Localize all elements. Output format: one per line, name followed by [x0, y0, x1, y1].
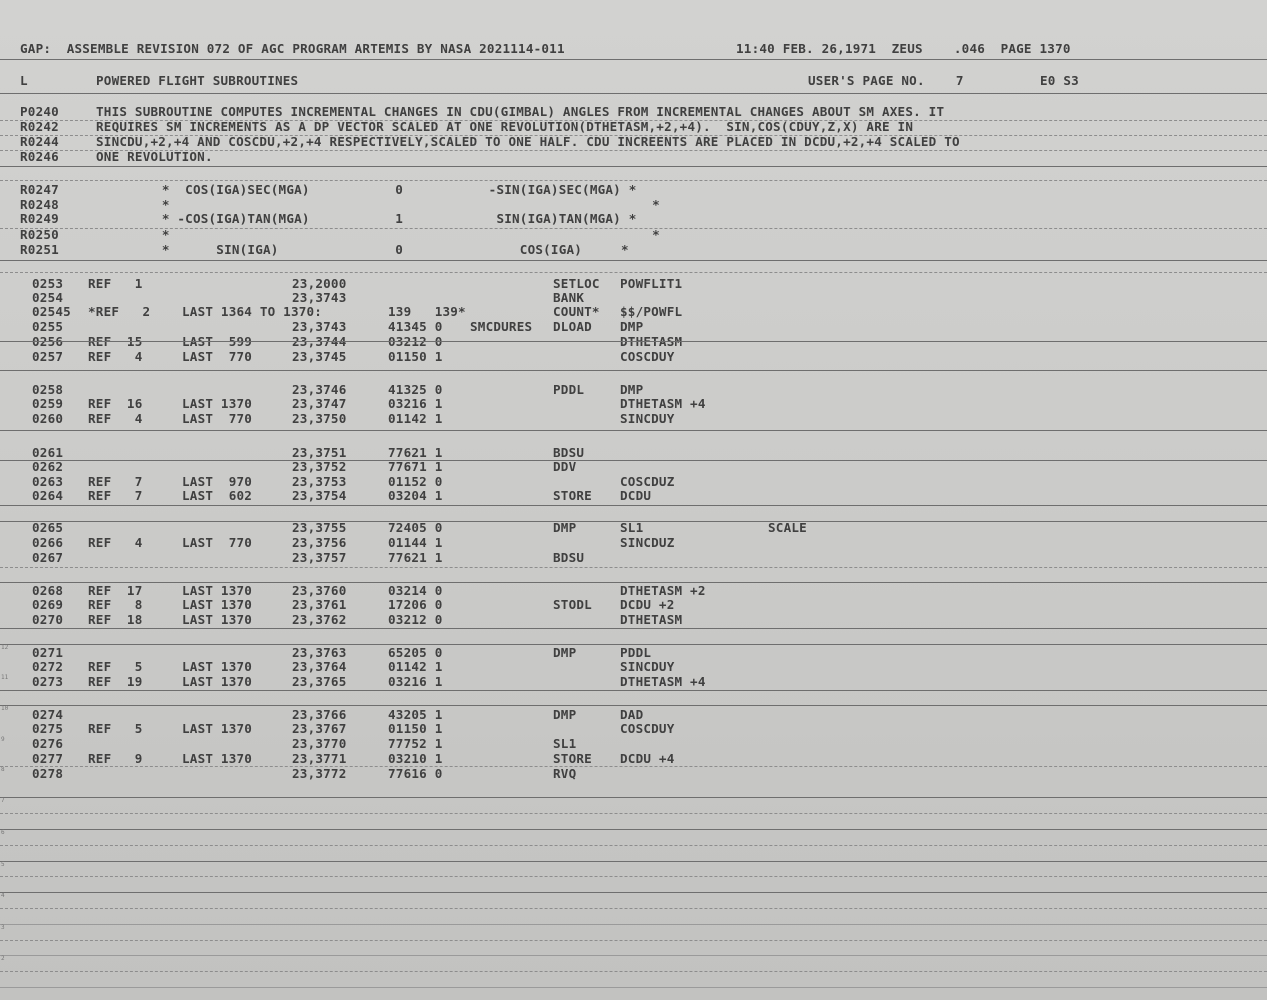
code-ref: REF 16 [88, 396, 143, 411]
code-last: LAST 1370 [182, 612, 253, 627]
comment-text: ONE REVOLUTION. [96, 149, 213, 164]
card-number: R0248 [20, 197, 59, 212]
code-operand: DTHETASM +2 [620, 583, 706, 598]
code-word: 03214 0 [388, 583, 443, 598]
code-op: DMP [553, 645, 577, 660]
subheader-line [0, 73, 1079, 88]
code-card: 0272 [32, 659, 64, 674]
code-last: LAST 1370 [182, 597, 253, 612]
code-card: 0277 [32, 751, 64, 766]
code-last: LAST 770 [182, 411, 253, 426]
rule [0, 940, 1267, 941]
margin-mark: 4 [1, 892, 5, 899]
card-number: R0246 [20, 149, 59, 164]
code-operand: DMP [620, 382, 644, 397]
code-addr: 23,3746 [292, 382, 347, 397]
subheader-col: L [20, 73, 28, 88]
code-op: COUNT* [553, 304, 600, 319]
code-ref: REF 5 [88, 659, 143, 674]
code-operand: SL1 [620, 520, 644, 535]
code-op: STORE [553, 751, 592, 766]
code-op: RVQ [553, 766, 577, 781]
code-addr: 23,3765 [292, 674, 347, 689]
code-word: 77621 1 [388, 445, 443, 460]
code-addr: 23,3753 [292, 474, 347, 489]
code-card: 0270 [32, 612, 64, 627]
rule [0, 260, 1267, 261]
code-card: 0257 [32, 349, 64, 364]
margin-mark: 3 [1, 924, 5, 931]
rule [0, 971, 1267, 972]
code-word: 77616 0 [388, 766, 443, 781]
user-page-number: USER'S PAGE NO. 7 [808, 73, 964, 88]
code-ref: REF 8 [88, 597, 143, 612]
code-word: 01142 1 [388, 411, 443, 426]
rule [0, 892, 1267, 893]
code-card: 0269 [32, 597, 64, 612]
code-card: 0276 [32, 736, 64, 751]
code-op: DLOAD [553, 319, 592, 334]
rule [0, 93, 1267, 94]
matrix-line [0, 242, 629, 257]
rule [0, 505, 1267, 506]
margin-mark: 5 [1, 861, 5, 868]
code-operand: DMP [620, 319, 644, 334]
card-number: P0240 [20, 104, 59, 119]
code-op: DMP [553, 520, 577, 535]
code-ref: REF 15 [88, 334, 143, 349]
code-card: 0256 [32, 334, 64, 349]
code-card: 0264 [32, 488, 64, 503]
code-op: BDSU [553, 445, 585, 460]
code-op: BANK [553, 290, 585, 305]
matrix-text: * * [84, 227, 660, 242]
code-operand: DCDU [620, 488, 652, 503]
code-addr: 23,3747 [292, 396, 347, 411]
rule [0, 272, 1267, 273]
code-card: 0261 [32, 445, 64, 460]
eo-code: E0 S3 [1040, 73, 1079, 88]
rule [0, 582, 1267, 583]
code-addr: 23,3755 [292, 520, 347, 535]
matrix-line [0, 182, 637, 197]
code-label: SMCDURES [470, 319, 533, 334]
rule [0, 370, 1267, 371]
code-word: 17206 0 [388, 597, 443, 612]
card-number: R0251 [20, 242, 59, 257]
code-last: LAST 599 [182, 334, 253, 349]
code-ref: REF 7 [88, 488, 143, 503]
code-operand: DTHETASM +4 [620, 674, 706, 689]
code-word: 01150 1 [388, 721, 443, 736]
rule [0, 628, 1267, 629]
code-op: STODL [553, 597, 592, 612]
matrix-text: * COS(IGA)SEC(MGA) 0 -SIN(IGA)SEC(MGA) * [84, 182, 637, 197]
code-op: DDV [553, 459, 577, 474]
code-ref: *REF 2 [88, 304, 151, 319]
code-operand: SINCDUY [620, 659, 675, 674]
code-card: 02545 [32, 304, 71, 319]
code-word: 03204 1 [388, 488, 443, 503]
code-card: 0274 [32, 707, 64, 722]
code-ref: REF 5 [88, 721, 143, 736]
card-number: R0249 [20, 211, 59, 226]
code-word: 43205 1 [388, 707, 443, 722]
rule [0, 430, 1267, 431]
margin-mark: 10 [1, 705, 9, 712]
code-word: 03216 1 [388, 674, 443, 689]
code-last: LAST 770 [182, 349, 253, 364]
code-addr: 23,2000 [292, 276, 347, 291]
code-word: 01152 0 [388, 474, 443, 489]
code-card: 0253 [32, 276, 64, 291]
code-word: 139 139* [388, 304, 466, 319]
rule [0, 845, 1267, 846]
code-operand: DCDU +4 [620, 751, 675, 766]
code-word: 01142 1 [388, 659, 443, 674]
card-number: R0244 [20, 134, 59, 149]
comment-line [0, 104, 945, 119]
code-op: DMP [553, 707, 577, 722]
code-word: 03212 0 [388, 334, 443, 349]
rule [0, 861, 1267, 862]
code-word: 03210 1 [388, 751, 443, 766]
matrix-text: * SIN(IGA) 0 COS(IGA) * [84, 242, 629, 257]
code-word: 03212 0 [388, 612, 443, 627]
code-word: 01144 1 [388, 535, 443, 550]
code-card: 0254 [32, 290, 64, 305]
comment-line [0, 149, 213, 164]
code-operand: PDDL [620, 645, 652, 660]
rule [0, 705, 1267, 706]
code-addr: 23,3743 [292, 290, 347, 305]
code-op: PDDL [553, 382, 585, 397]
code-addr: 23,3743 [292, 319, 347, 334]
rule [0, 180, 1267, 181]
code-ref: REF 19 [88, 674, 143, 689]
code-last: LAST 970 [182, 474, 253, 489]
margin-mark: 2 [1, 955, 5, 962]
rule [0, 955, 1267, 956]
code-addr: 23,3751 [292, 445, 347, 460]
code-addr: 23,3767 [292, 721, 347, 736]
code-card: 0259 [32, 396, 64, 411]
code-word: 41345 0 [388, 319, 443, 334]
comment-line [0, 134, 960, 149]
code-ref: REF 9 [88, 751, 143, 766]
code-last: LAST 1370 [182, 674, 253, 689]
matrix-line [0, 197, 660, 212]
code-card: 0265 [32, 520, 64, 535]
margin-mark: 7 [1, 797, 5, 804]
rule [0, 924, 1267, 925]
code-op: SL1 [553, 736, 577, 751]
section-title: POWERED FLIGHT SUBROUTINES [96, 73, 299, 88]
code-last: LAST 1364 TO 1370: [182, 304, 323, 319]
code-card: 0268 [32, 583, 64, 598]
code-card: 0258 [32, 382, 64, 397]
code-ref: REF 4 [88, 535, 143, 550]
code-operand: $$/POWFL [620, 304, 683, 319]
code-word: 72405 0 [388, 520, 443, 535]
code-addr: 23,3771 [292, 751, 347, 766]
code-word: 77621 1 [388, 550, 443, 565]
code-addr: 23,3744 [292, 334, 347, 349]
code-word: 65205 0 [388, 645, 443, 660]
code-addr: 23,3772 [292, 766, 347, 781]
comment-text: THIS SUBROUTINE COMPUTES INCREMENTAL CHANGES IN CDU(GIMBAL) ANGLES FROM INCREMENTAL CHANGES ABOUT SM AXES. IT [96, 104, 945, 119]
code-addr: 23,3760 [292, 583, 347, 598]
margin-mark: 11 [1, 674, 9, 681]
rule [0, 829, 1267, 830]
code-word: 77671 1 [388, 459, 443, 474]
code-card: 0275 [32, 721, 64, 736]
code-last: LAST 1370 [182, 396, 253, 411]
code-op: SETLOC [553, 276, 600, 291]
code-operand: COSCDUY [620, 721, 675, 736]
code-card: 0255 [32, 319, 64, 334]
code-addr: 23,3770 [292, 736, 347, 751]
code-card: 0271 [32, 645, 64, 660]
code-op: BDSU [553, 550, 585, 565]
comment-line [0, 119, 914, 134]
rule [0, 59, 1267, 60]
code-operand: COSCDUY [620, 349, 675, 364]
code-word: 41325 0 [388, 382, 443, 397]
code-last: LAST 1370 [182, 751, 253, 766]
code-addr: 23,3745 [292, 349, 347, 364]
rule [0, 644, 1267, 645]
code-addr: 23,3764 [292, 659, 347, 674]
code-operand: DTHETASM +4 [620, 396, 706, 411]
header-left: GAP: ASSEMBLE REVISION 072 OF AGC PROGRAM ARTEMIS BY NASA 2021114-011 [20, 41, 565, 56]
matrix-line [0, 211, 637, 226]
code-ref: REF 18 [88, 612, 143, 627]
code-operand: SINCDUY [620, 411, 675, 426]
header-right: 11:40 FEB. 26,1971 ZEUS .046 PAGE 1370 [736, 41, 1071, 56]
header-line [0, 41, 1071, 56]
comment-text: REQUIRES SM INCREMENTS AS A DP VECTOR SCALED AT ONE REVOLUTION(DTHETASM,+2,+4). SIN,COS(CDUY,Z,X) ARE IN [96, 119, 914, 134]
rule [0, 690, 1267, 691]
code-addr: 23,3766 [292, 707, 347, 722]
code-last: LAST 1370 [182, 721, 253, 736]
rule [0, 987, 1267, 988]
code-last: LAST 602 [182, 488, 253, 503]
code-card: 0266 [32, 535, 64, 550]
code-operand: COSCDUZ [620, 474, 675, 489]
margin-mark: 12 [1, 644, 9, 651]
code-operand: DAD [620, 707, 644, 722]
code-word: 01150 1 [388, 349, 443, 364]
code-card: 0263 [32, 474, 64, 489]
code-operand: DTHETASM [620, 612, 683, 627]
code-ref: REF 4 [88, 349, 143, 364]
rule [0, 766, 1267, 767]
comment-text: SINCDU,+2,+4 AND COSCDU,+2,+4 RESPECTIVELY,SCALED TO ONE HALF. CDU INCREENTS ARE PLACED IN DCDU,+2,+4 SCALED TO [96, 134, 960, 149]
code-addr: 23,3754 [292, 488, 347, 503]
code-card: 0262 [32, 459, 64, 474]
rule [0, 908, 1267, 909]
matrix-text: * -COS(IGA)TAN(MGA) 1 SIN(IGA)TAN(MGA) * [84, 211, 637, 226]
rule [0, 797, 1267, 798]
code-word: 77752 1 [388, 736, 443, 751]
code-addr: 23,3761 [292, 597, 347, 612]
rule [0, 521, 1267, 522]
card-number: R0250 [20, 227, 59, 242]
code-ref: REF 4 [88, 411, 143, 426]
code-addr: 23,3763 [292, 645, 347, 660]
code-operand: DTHETASM [620, 334, 683, 349]
rule [0, 813, 1267, 814]
code-op: STORE [553, 488, 592, 503]
card-number: R0247 [20, 182, 59, 197]
code-addr: 23,3750 [292, 411, 347, 426]
code-ref: REF 7 [88, 474, 143, 489]
code-card: 0267 [32, 550, 64, 565]
code-last: LAST 770 [182, 535, 253, 550]
rule [0, 341, 1267, 342]
code-addr: 23,3757 [292, 550, 347, 565]
code-last: LAST 1370 [182, 659, 253, 674]
code-card: 0273 [32, 674, 64, 689]
code-last: LAST 1370 [182, 583, 253, 598]
code-addr: 23,3762 [292, 612, 347, 627]
matrix-text: * * [84, 197, 660, 212]
rule [0, 876, 1267, 877]
code-word: 03216 1 [388, 396, 443, 411]
rule [0, 567, 1267, 568]
rule [0, 166, 1267, 167]
code-card: 0260 [32, 411, 64, 426]
code-operand: POWFLIT1 [620, 276, 683, 291]
code-addr: 23,3752 [292, 459, 347, 474]
code-comment: SCALE [768, 520, 807, 535]
code-operand: SINCDUZ [620, 535, 675, 550]
code-card: 0278 [32, 766, 64, 781]
rule [0, 460, 1267, 461]
margin-mark: 9 [1, 736, 5, 743]
margin-mark: 8 [1, 766, 5, 773]
margin-mark: 6 [1, 829, 5, 836]
code-ref: REF 17 [88, 583, 143, 598]
code-operand: DCDU +2 [620, 597, 675, 612]
code-ref: REF 1 [88, 276, 143, 291]
matrix-line [0, 227, 660, 242]
code-addr: 23,3756 [292, 535, 347, 550]
card-number: R0242 [20, 119, 59, 134]
